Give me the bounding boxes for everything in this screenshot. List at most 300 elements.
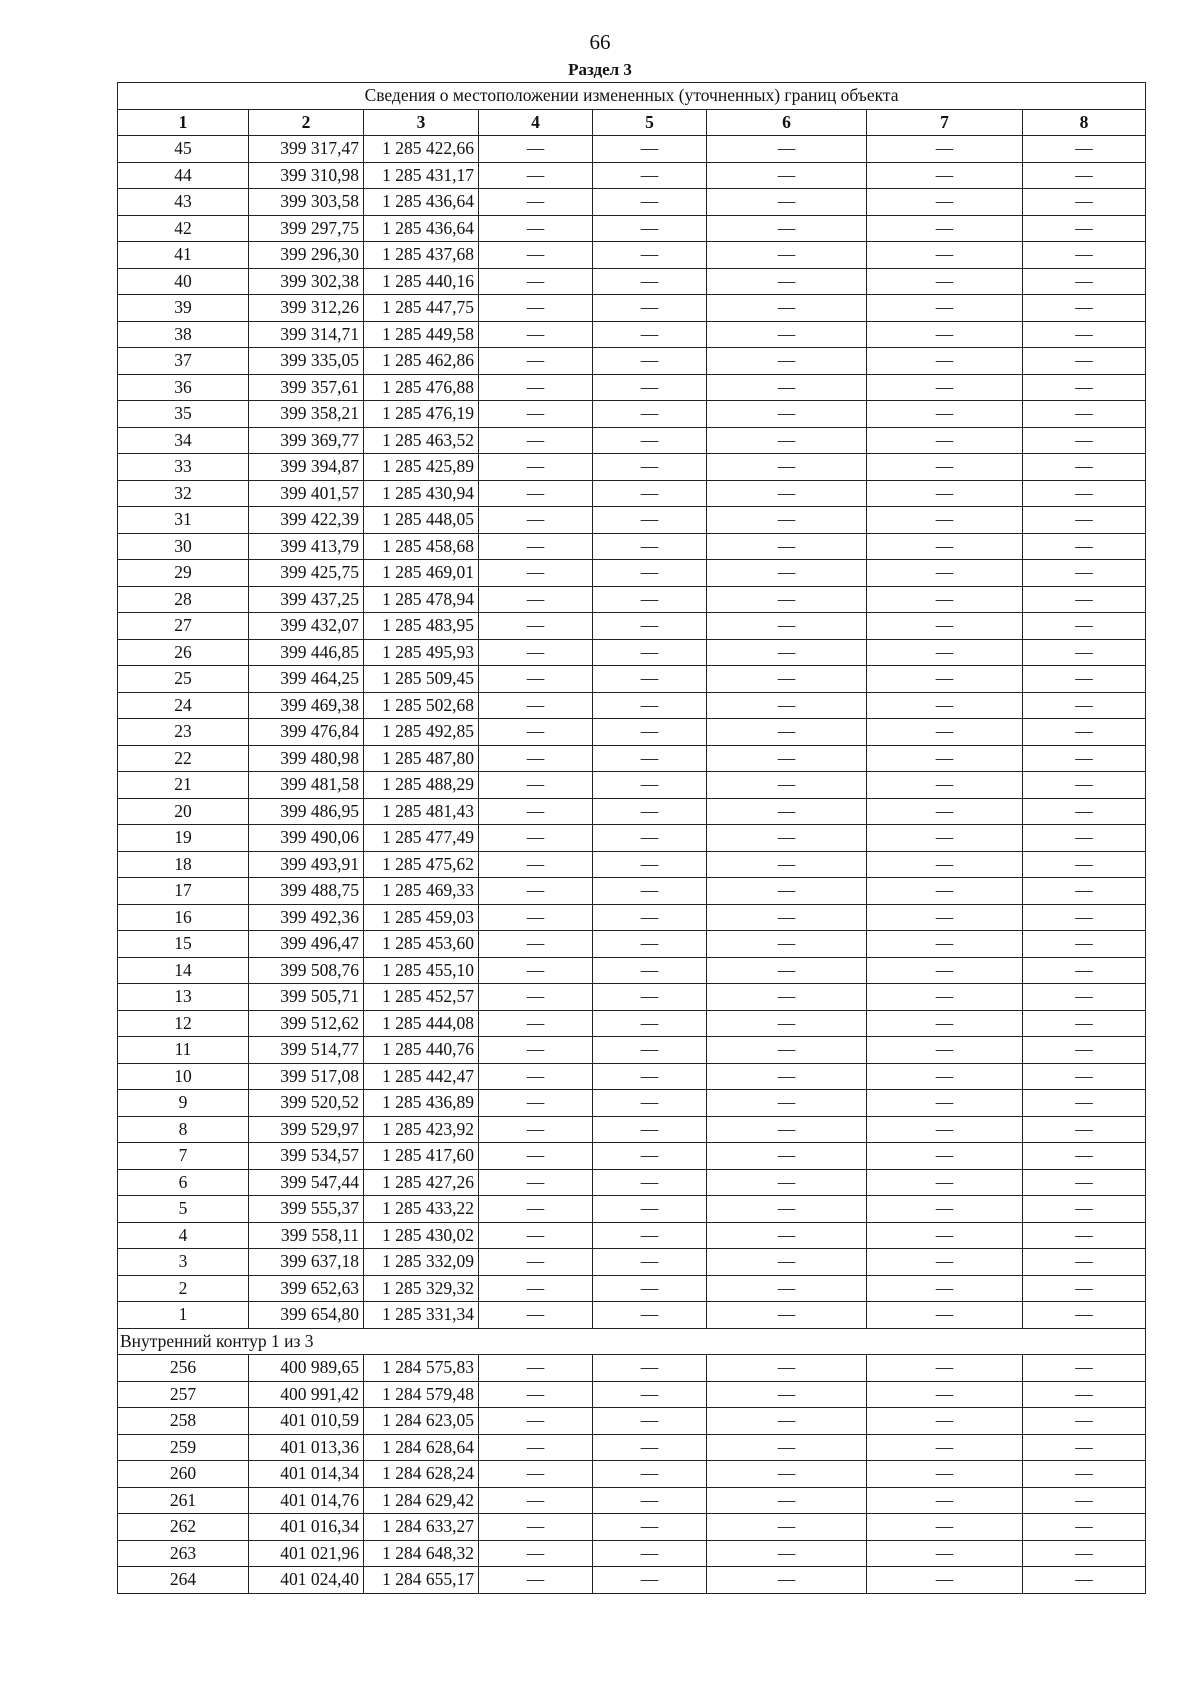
table-row (118, 1037, 1146, 1064)
y-coordinate-cell: 1 285 476,88 (364, 374, 479, 401)
empty-value-cell: — (867, 1275, 1023, 1302)
table-row (118, 825, 1146, 852)
point-number-cell: 38 (118, 321, 249, 348)
y-coordinate-cell: 1 285 332,09 (364, 1249, 479, 1276)
empty-value-cell: — (707, 613, 867, 640)
empty-value-cell: — (593, 825, 707, 852)
x-coordinate-cell: 399 437,25 (249, 586, 364, 613)
empty-value-cell: — (867, 560, 1023, 587)
empty-value-cell: — (593, 639, 707, 666)
empty-value-cell: — (867, 1010, 1023, 1037)
empty-value-cell: — (593, 321, 707, 348)
y-coordinate-cell: 1 285 495,93 (364, 639, 479, 666)
table-row (118, 480, 1146, 507)
empty-value-cell: — (479, 1487, 593, 1514)
empty-value-cell: — (867, 480, 1023, 507)
point-number-cell: 258 (118, 1408, 249, 1435)
empty-value-cell: — (1023, 984, 1146, 1011)
empty-value-cell: — (867, 1434, 1023, 1461)
y-coordinate-cell: 1 285 452,57 (364, 984, 479, 1011)
empty-value-cell: — (707, 1355, 867, 1382)
empty-value-cell: — (1023, 1010, 1146, 1037)
point-number-cell: 24 (118, 692, 249, 719)
y-coordinate-cell: 1 285 481,43 (364, 798, 479, 825)
x-coordinate-cell: 399 310,98 (249, 162, 364, 189)
empty-value-cell: — (479, 1143, 593, 1170)
empty-value-cell: — (593, 1037, 707, 1064)
x-coordinate-cell: 399 558,11 (249, 1222, 364, 1249)
point-number-cell: 34 (118, 427, 249, 454)
point-number-cell: 8 (118, 1116, 249, 1143)
point-number-cell: 5 (118, 1196, 249, 1223)
inner-contour-section (118, 1328, 1146, 1355)
empty-value-cell: — (867, 1143, 1023, 1170)
empty-value-cell: — (479, 215, 593, 242)
empty-value-cell: — (1023, 162, 1146, 189)
empty-value-cell: — (707, 1143, 867, 1170)
empty-value-cell: — (593, 1169, 707, 1196)
x-coordinate-cell: 399 446,85 (249, 639, 364, 666)
x-coordinate-cell: 401 016,34 (249, 1514, 364, 1541)
empty-value-cell: — (867, 295, 1023, 322)
x-coordinate-cell: 399 493,91 (249, 851, 364, 878)
empty-value-cell: — (1023, 586, 1146, 613)
table-row (118, 1196, 1146, 1223)
empty-value-cell: — (593, 242, 707, 269)
point-number-cell: 15 (118, 931, 249, 958)
empty-value-cell: — (867, 719, 1023, 746)
empty-value-cell: — (479, 719, 593, 746)
x-coordinate-cell: 399 358,21 (249, 401, 364, 428)
y-coordinate-cell: 1 284 633,27 (364, 1514, 479, 1541)
empty-value-cell: — (707, 1540, 867, 1567)
empty-value-cell: — (479, 242, 593, 269)
point-number-cell: 30 (118, 533, 249, 560)
empty-value-cell: — (593, 851, 707, 878)
point-number-cell: 37 (118, 348, 249, 375)
empty-value-cell: — (707, 480, 867, 507)
empty-value-cell: — (479, 1222, 593, 1249)
empty-value-cell: — (707, 1063, 867, 1090)
x-coordinate-cell: 399 413,79 (249, 533, 364, 560)
x-coordinate-cell: 399 480,98 (249, 745, 364, 772)
empty-value-cell: — (593, 136, 707, 163)
point-number-cell: 32 (118, 480, 249, 507)
table-row (118, 1010, 1146, 1037)
point-number-cell: 21 (118, 772, 249, 799)
y-coordinate-cell: 1 285 427,26 (364, 1169, 479, 1196)
empty-value-cell: — (867, 374, 1023, 401)
empty-value-cell: — (479, 268, 593, 295)
empty-value-cell: — (593, 162, 707, 189)
empty-value-cell: — (1023, 1090, 1146, 1117)
y-coordinate-cell: 1 285 463,52 (364, 427, 479, 454)
x-coordinate-cell: 399 496,47 (249, 931, 364, 958)
empty-value-cell: — (479, 321, 593, 348)
empty-value-cell: — (867, 189, 1023, 216)
table-row (118, 374, 1146, 401)
empty-value-cell: — (867, 772, 1023, 799)
y-coordinate-cell: 1 284 623,05 (364, 1408, 479, 1435)
empty-value-cell: — (707, 348, 867, 375)
empty-value-cell: — (707, 878, 867, 905)
empty-value-cell: — (867, 136, 1023, 163)
empty-value-cell: — (479, 480, 593, 507)
point-number-cell: 28 (118, 586, 249, 613)
x-coordinate-cell: 399 514,77 (249, 1037, 364, 1064)
empty-value-cell: — (479, 1010, 593, 1037)
empty-value-cell: — (1023, 321, 1146, 348)
empty-value-cell: — (593, 719, 707, 746)
empty-value-cell: — (707, 1090, 867, 1117)
empty-value-cell: — (707, 692, 867, 719)
x-coordinate-cell: 399 517,08 (249, 1063, 364, 1090)
empty-value-cell: — (593, 480, 707, 507)
table-row (118, 427, 1146, 454)
table-row (118, 348, 1146, 375)
table-row (118, 1249, 1146, 1276)
y-coordinate-cell: 1 285 437,68 (364, 242, 479, 269)
empty-value-cell: — (867, 1169, 1023, 1196)
point-number-cell: 41 (118, 242, 249, 269)
empty-value-cell: — (1023, 1222, 1146, 1249)
empty-value-cell: — (1023, 242, 1146, 269)
table-row (118, 613, 1146, 640)
empty-value-cell: — (1023, 268, 1146, 295)
point-number-cell: 23 (118, 719, 249, 746)
point-number-cell: 261 (118, 1487, 249, 1514)
point-number-cell: 264 (118, 1567, 249, 1594)
x-coordinate-cell: 401 014,34 (249, 1461, 364, 1488)
empty-value-cell: — (707, 851, 867, 878)
x-coordinate-cell: 399 512,62 (249, 1010, 364, 1037)
empty-value-cell: — (593, 878, 707, 905)
table-row (118, 1116, 1146, 1143)
empty-value-cell: — (1023, 878, 1146, 905)
y-coordinate-cell: 1 285 444,08 (364, 1010, 479, 1037)
empty-value-cell: — (593, 1275, 707, 1302)
x-coordinate-cell: 399 464,25 (249, 666, 364, 693)
empty-value-cell: — (479, 427, 593, 454)
empty-value-cell: — (479, 295, 593, 322)
point-number-cell: 39 (118, 295, 249, 322)
empty-value-cell: — (479, 374, 593, 401)
empty-value-cell: — (1023, 904, 1146, 931)
empty-value-cell: — (1023, 1116, 1146, 1143)
empty-value-cell: — (593, 1408, 707, 1435)
point-number-cell: 1 (118, 1302, 249, 1329)
empty-value-cell: — (867, 401, 1023, 428)
x-coordinate-cell: 401 010,59 (249, 1408, 364, 1435)
point-number-cell: 13 (118, 984, 249, 1011)
empty-value-cell: — (707, 1408, 867, 1435)
empty-value-cell: — (707, 1567, 867, 1594)
point-number-cell: 4 (118, 1222, 249, 1249)
empty-value-cell: — (593, 1063, 707, 1090)
empty-value-cell: — (593, 401, 707, 428)
table-row (118, 692, 1146, 719)
empty-value-cell: — (1023, 851, 1146, 878)
empty-value-cell: — (593, 586, 707, 613)
empty-value-cell: — (707, 427, 867, 454)
x-coordinate-cell: 399 335,05 (249, 348, 364, 375)
y-coordinate-cell: 1 285 502,68 (364, 692, 479, 719)
y-coordinate-cell: 1 285 459,03 (364, 904, 479, 931)
empty-value-cell: — (867, 1222, 1023, 1249)
y-coordinate-cell: 1 285 431,17 (364, 162, 479, 189)
table-row (118, 931, 1146, 958)
point-number-cell: 16 (118, 904, 249, 931)
empty-value-cell: — (593, 692, 707, 719)
empty-value-cell: — (707, 401, 867, 428)
empty-value-cell: — (1023, 825, 1146, 852)
empty-value-cell: — (593, 348, 707, 375)
point-number-cell: 7 (118, 1143, 249, 1170)
column-header-row (118, 109, 1146, 136)
empty-value-cell: — (479, 560, 593, 587)
y-coordinate-cell: 1 285 417,60 (364, 1143, 479, 1170)
x-coordinate-cell: 399 492,36 (249, 904, 364, 931)
point-number-cell: 36 (118, 374, 249, 401)
empty-value-cell: — (867, 878, 1023, 905)
empty-value-cell: — (593, 745, 707, 772)
empty-value-cell: — (1023, 189, 1146, 216)
empty-value-cell: — (867, 666, 1023, 693)
empty-value-cell: — (479, 1275, 593, 1302)
y-coordinate-cell: 1 285 440,16 (364, 268, 479, 295)
y-coordinate-cell: 1 285 453,60 (364, 931, 479, 958)
empty-value-cell: — (867, 1355, 1023, 1382)
empty-value-cell: — (707, 957, 867, 984)
empty-value-cell: — (479, 772, 593, 799)
empty-value-cell: — (479, 1434, 593, 1461)
empty-value-cell: — (1023, 1514, 1146, 1541)
y-coordinate-cell: 1 285 442,47 (364, 1063, 479, 1090)
x-coordinate-cell: 399 302,38 (249, 268, 364, 295)
table-row (118, 851, 1146, 878)
x-coordinate-cell: 399 401,57 (249, 480, 364, 507)
empty-value-cell: — (1023, 1408, 1146, 1435)
empty-value-cell: — (1023, 719, 1146, 746)
point-number-cell: 29 (118, 560, 249, 587)
empty-value-cell: — (1023, 454, 1146, 481)
empty-value-cell: — (867, 1381, 1023, 1408)
table-row (118, 719, 1146, 746)
empty-value-cell: — (707, 666, 867, 693)
y-coordinate-cell: 1 285 469,33 (364, 878, 479, 905)
empty-value-cell: — (867, 1090, 1023, 1117)
empty-value-cell: — (707, 268, 867, 295)
point-number-cell: 9 (118, 1090, 249, 1117)
x-coordinate-cell: 399 303,58 (249, 189, 364, 216)
table-row (118, 189, 1146, 216)
y-coordinate-cell: 1 284 655,17 (364, 1567, 479, 1594)
point-number-cell: 44 (118, 162, 249, 189)
x-coordinate-cell: 401 021,96 (249, 1540, 364, 1567)
table-title: Сведения о местоположении измененных (уточненных) границ объекта (118, 83, 1146, 110)
table-row (118, 878, 1146, 905)
point-number-cell: 6 (118, 1169, 249, 1196)
empty-value-cell: — (479, 1249, 593, 1276)
empty-value-cell: — (593, 1116, 707, 1143)
y-coordinate-cell: 1 285 476,19 (364, 401, 479, 428)
empty-value-cell: — (479, 1090, 593, 1117)
empty-value-cell: — (707, 984, 867, 1011)
table-row (118, 1275, 1146, 1302)
empty-value-cell: — (707, 242, 867, 269)
point-number-cell: 10 (118, 1063, 249, 1090)
empty-value-cell: — (707, 1222, 867, 1249)
empty-value-cell: — (479, 1196, 593, 1223)
table-row (118, 1514, 1146, 1541)
empty-value-cell: — (1023, 1169, 1146, 1196)
empty-value-cell: — (593, 1010, 707, 1037)
x-coordinate-cell: 399 481,58 (249, 772, 364, 799)
point-number-cell: 27 (118, 613, 249, 640)
empty-value-cell: — (867, 692, 1023, 719)
empty-value-cell: — (707, 931, 867, 958)
empty-value-cell: — (1023, 692, 1146, 719)
empty-value-cell: — (479, 825, 593, 852)
point-number-cell: 22 (118, 745, 249, 772)
empty-value-cell: — (479, 507, 593, 534)
empty-value-cell: — (707, 162, 867, 189)
empty-value-cell: — (1023, 1196, 1146, 1223)
empty-value-cell: — (867, 1408, 1023, 1435)
empty-value-cell: — (707, 1037, 867, 1064)
empty-value-cell: — (867, 1540, 1023, 1567)
x-coordinate-cell: 399 297,75 (249, 215, 364, 242)
y-coordinate-cell: 1 285 447,75 (364, 295, 479, 322)
table-row (118, 1461, 1146, 1488)
y-coordinate-cell: 1 284 628,64 (364, 1434, 479, 1461)
table-row (118, 295, 1146, 322)
empty-value-cell: — (479, 1355, 593, 1382)
empty-value-cell: — (707, 454, 867, 481)
y-coordinate-cell: 1 285 449,58 (364, 321, 479, 348)
empty-value-cell: — (867, 851, 1023, 878)
empty-value-cell: — (593, 1090, 707, 1117)
empty-value-cell: — (593, 613, 707, 640)
empty-value-cell: — (1023, 507, 1146, 534)
table-row (118, 1302, 1146, 1329)
empty-value-cell: — (593, 1434, 707, 1461)
point-number-cell: 3 (118, 1249, 249, 1276)
empty-value-cell: — (479, 1540, 593, 1567)
empty-value-cell: — (593, 560, 707, 587)
empty-value-cell: — (593, 957, 707, 984)
empty-value-cell: — (593, 533, 707, 560)
y-coordinate-cell: 1 285 423,92 (364, 1116, 479, 1143)
empty-value-cell: — (1023, 1037, 1146, 1064)
empty-value-cell: — (867, 348, 1023, 375)
empty-value-cell: — (867, 984, 1023, 1011)
y-coordinate-cell: 1 284 628,24 (364, 1461, 479, 1488)
empty-value-cell: — (1023, 1567, 1146, 1594)
empty-value-cell: — (593, 1461, 707, 1488)
empty-value-cell: — (593, 1381, 707, 1408)
x-coordinate-cell: 399 425,75 (249, 560, 364, 587)
empty-value-cell: — (707, 1487, 867, 1514)
y-coordinate-cell: 1 285 430,02 (364, 1222, 479, 1249)
empty-value-cell: — (593, 1355, 707, 1382)
empty-value-cell: — (479, 666, 593, 693)
empty-value-cell: — (707, 586, 867, 613)
x-coordinate-cell: 399 394,87 (249, 454, 364, 481)
empty-value-cell: — (1023, 560, 1146, 587)
empty-value-cell: — (479, 984, 593, 1011)
empty-value-cell: — (593, 1540, 707, 1567)
empty-value-cell: — (479, 931, 593, 958)
table-row (118, 1567, 1146, 1594)
table-row (118, 639, 1146, 666)
point-number-cell: 25 (118, 666, 249, 693)
y-coordinate-cell: 1 285 478,94 (364, 586, 479, 613)
point-number-cell: 262 (118, 1514, 249, 1541)
y-coordinate-cell: 1 285 475,62 (364, 851, 479, 878)
x-coordinate-cell: 400 991,42 (249, 1381, 364, 1408)
empty-value-cell: — (867, 454, 1023, 481)
x-coordinate-cell: 401 013,36 (249, 1434, 364, 1461)
x-coordinate-cell: 399 654,80 (249, 1302, 364, 1329)
empty-value-cell: — (867, 745, 1023, 772)
empty-value-cell: — (593, 1567, 707, 1594)
empty-value-cell: — (479, 1302, 593, 1329)
empty-value-cell: — (707, 136, 867, 163)
table-row (118, 1381, 1146, 1408)
x-coordinate-cell: 399 314,71 (249, 321, 364, 348)
empty-value-cell: — (707, 904, 867, 931)
empty-value-cell: — (1023, 957, 1146, 984)
x-coordinate-cell: 399 317,47 (249, 136, 364, 163)
table-row (118, 984, 1146, 1011)
empty-value-cell: — (593, 1514, 707, 1541)
table-row (118, 401, 1146, 428)
empty-value-cell: — (593, 772, 707, 799)
inner-contour-label: Внутренний контур 1 из 3 (118, 1328, 1146, 1355)
empty-value-cell: — (479, 692, 593, 719)
empty-value-cell: — (479, 613, 593, 640)
empty-value-cell: — (867, 1302, 1023, 1329)
table-row (118, 321, 1146, 348)
empty-value-cell: — (867, 904, 1023, 931)
empty-value-cell: — (1023, 1381, 1146, 1408)
point-number-cell: 43 (118, 189, 249, 216)
empty-value-cell: — (707, 295, 867, 322)
empty-value-cell: — (867, 825, 1023, 852)
empty-value-cell: — (479, 1381, 593, 1408)
empty-value-cell: — (593, 507, 707, 534)
table-row (118, 242, 1146, 269)
point-number-cell: 20 (118, 798, 249, 825)
point-number-cell: 26 (118, 639, 249, 666)
x-coordinate-cell: 399 296,30 (249, 242, 364, 269)
column-header: 1 (118, 109, 249, 136)
column-header: 6 (707, 109, 867, 136)
table-row (118, 162, 1146, 189)
empty-value-cell: — (1023, 1302, 1146, 1329)
point-number-cell: 12 (118, 1010, 249, 1037)
x-coordinate-cell: 399 534,57 (249, 1143, 364, 1170)
empty-value-cell: — (1023, 613, 1146, 640)
column-header: 4 (479, 109, 593, 136)
empty-value-cell: — (707, 719, 867, 746)
empty-value-cell: — (1023, 798, 1146, 825)
empty-value-cell: — (479, 1037, 593, 1064)
empty-value-cell: — (479, 745, 593, 772)
y-coordinate-cell: 1 285 462,86 (364, 348, 479, 375)
empty-value-cell: — (867, 1487, 1023, 1514)
